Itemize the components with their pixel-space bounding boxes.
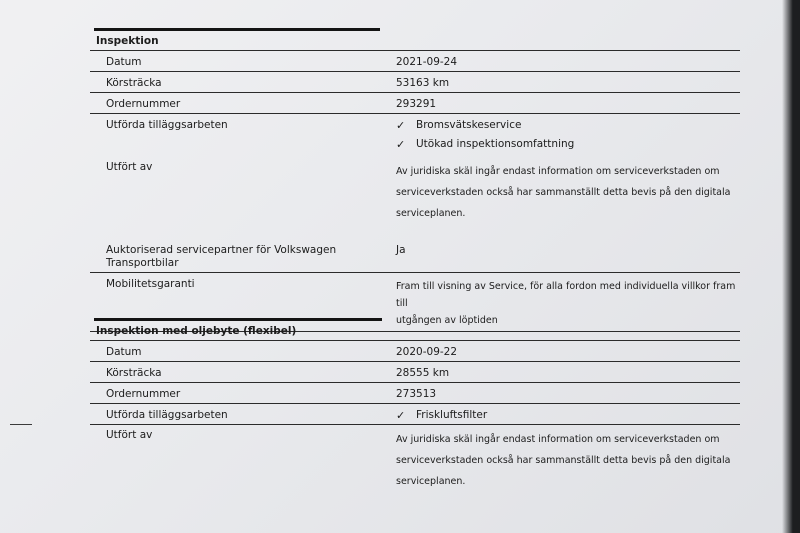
row-korstracka <box>90 362 740 383</box>
check-icon: ✓ <box>396 409 406 422</box>
row-value: 293291 <box>396 98 437 110</box>
row-utforda-tillaggsarbeten <box>90 404 740 425</box>
paragraph-line: serviceplanen. <box>396 208 466 219</box>
row-value: 273513 <box>396 388 437 400</box>
paragraph-line: utgången av löptiden <box>396 315 498 326</box>
section-title: Inspektion med oljebyte (flexibel) <box>90 321 740 341</box>
section-inspektion <box>90 28 740 332</box>
check-icon: ✓ <box>396 138 406 151</box>
row-label: Utfört av <box>106 161 153 173</box>
row-value <box>390 119 740 151</box>
row-label: Utförda tilläggsarbeten <box>106 119 228 131</box>
row-korstracka <box>90 72 740 93</box>
row-value: 2021-09-24 <box>396 56 458 68</box>
row-label: Datum <box>106 56 142 68</box>
checked-item <box>396 138 740 151</box>
row-value <box>390 409 740 422</box>
row-label: Utfört av <box>106 429 153 441</box>
row-label: Körsträcka <box>106 367 162 379</box>
row-label: Utförda tilläggsarbeten <box>106 409 228 421</box>
row-utfort-av <box>90 425 740 494</box>
row-label: Ordernummer <box>106 98 181 110</box>
row-label: Ordernummer <box>106 388 181 400</box>
paragraph-line: serviceverkstaden också har sammanställt detta bevis på den digitala <box>396 455 731 466</box>
row-ordernummer <box>90 93 740 114</box>
paragraph-line: serviceplanen. <box>396 476 466 487</box>
checked-item <box>396 409 740 422</box>
row-auktoriserad <box>90 239 740 273</box>
paragraph-line: serviceverkstaden också har sammanställt detta bevis på den digitala <box>396 187 731 198</box>
row-utforda-tillaggsarbeten <box>90 114 740 153</box>
row-utfort-av <box>90 153 740 239</box>
section-inspektion-med-oljebyte <box>90 318 740 494</box>
row-datum <box>90 51 740 72</box>
row-value: 28555 km <box>396 367 450 379</box>
row-value: 53163 km <box>396 77 450 89</box>
background-edge <box>782 0 800 533</box>
paragraph-line: Av juridiska skäl ingår endast information om serviceverkstaden om <box>396 166 720 177</box>
check-icon: ✓ <box>396 119 406 132</box>
checked-item-label: Friskluftsfilter <box>416 409 488 421</box>
row-label: Körsträcka <box>106 77 162 89</box>
row-label: Mobilitetsgaranti <box>106 278 195 290</box>
row-value: 2020-09-22 <box>396 346 458 358</box>
paragraph-line: Fram till visning av Service, för alla fordon med individuella villkor fram till <box>396 281 736 309</box>
margin-mark <box>10 424 32 425</box>
row-label: Auktoriserad servicepartner för Volkswagen Transportbilar <box>106 244 337 269</box>
paragraph-line: Av juridiska skäl ingår endast information om serviceverkstaden om <box>396 434 720 445</box>
checked-item <box>396 119 740 132</box>
row-value <box>390 161 740 237</box>
row-value <box>390 429 740 492</box>
row-datum <box>90 341 740 362</box>
checked-item-label: Utökad inspektionsomfattning <box>416 138 575 150</box>
checked-item-label: Bromsvätskeservice <box>416 119 522 131</box>
row-label: Datum <box>106 346 142 358</box>
row-value: Ja <box>396 244 406 256</box>
row-ordernummer <box>90 383 740 404</box>
section-title: Inspektion <box>90 31 740 51</box>
